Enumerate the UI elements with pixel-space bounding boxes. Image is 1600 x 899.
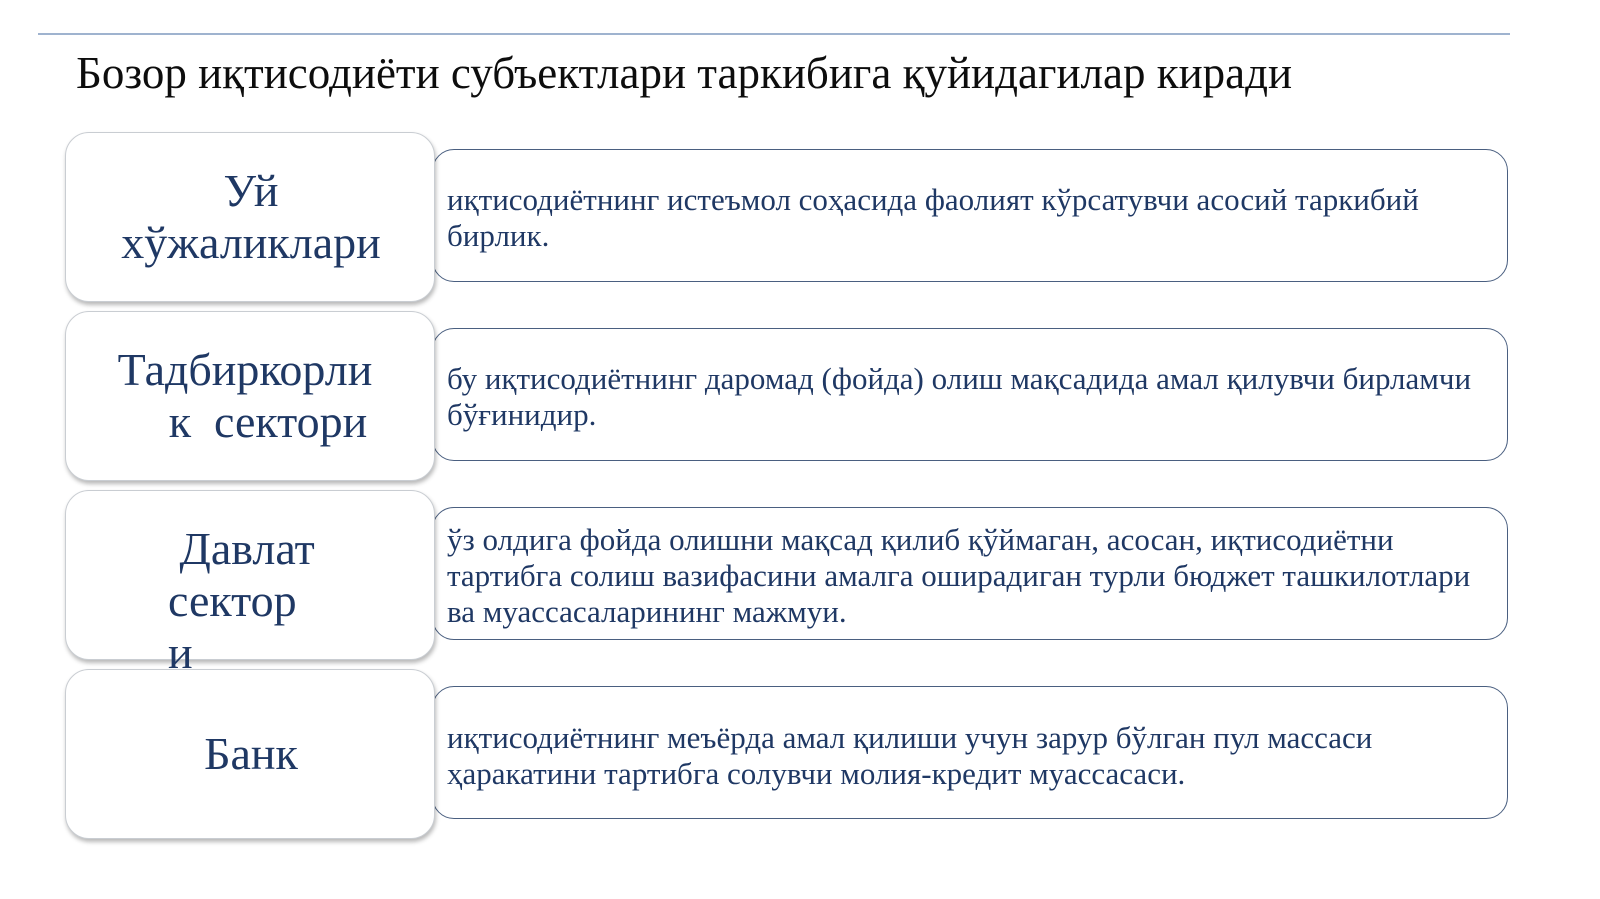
subject-name: Уй хўжаликлари bbox=[121, 165, 381, 268]
subject-name-box bbox=[65, 669, 435, 839]
subject-name: Банк bbox=[204, 728, 298, 779]
description-text: ўз олдига фойда олишни мақсад қилиб қўймаган, асосан, иқтисодиётни тартибга солиш вазифасини амалга оширадиган турли бюджет ташкилотлари ва муассасаларининг мажмуи. bbox=[447, 522, 1471, 629]
description-box bbox=[432, 686, 1508, 819]
subject-row-households bbox=[0, 132, 1600, 302]
subject-name: Давлат сектор и bbox=[168, 523, 315, 678]
subject-row-business bbox=[0, 311, 1600, 481]
description-box bbox=[432, 149, 1508, 282]
top-divider bbox=[38, 33, 1510, 35]
subject-name: Тадбиркорли к сектори bbox=[117, 344, 373, 447]
subject-row-government bbox=[0, 490, 1600, 678]
subject-row-bank bbox=[0, 669, 1600, 839]
description-box bbox=[432, 507, 1508, 640]
slide-title: Бозор иқтисодиёти субъектлари таркибига қуйидагилар киради bbox=[76, 48, 1293, 98]
subject-name-box bbox=[65, 132, 435, 302]
description-box bbox=[432, 328, 1508, 461]
subject-name-box bbox=[65, 311, 435, 481]
description-text: иқтисодиётнинг истеъмол соҳасида фаолият кўрсатувчи асосий таркибий бирлик. bbox=[447, 182, 1419, 253]
description-text: бу иқтисодиётнинг даромад (фойда) олиш мақсадида амал қилувчи бирламчи бўғинидир. bbox=[447, 361, 1472, 432]
subject-name-box bbox=[65, 490, 435, 678]
description-text: иқтисодиётнинг меъёрда амал қилиши учун зарур бўлган пул массаси ҳаракатини тартибга солувчи молия-кредит муассасаси. bbox=[447, 720, 1373, 791]
